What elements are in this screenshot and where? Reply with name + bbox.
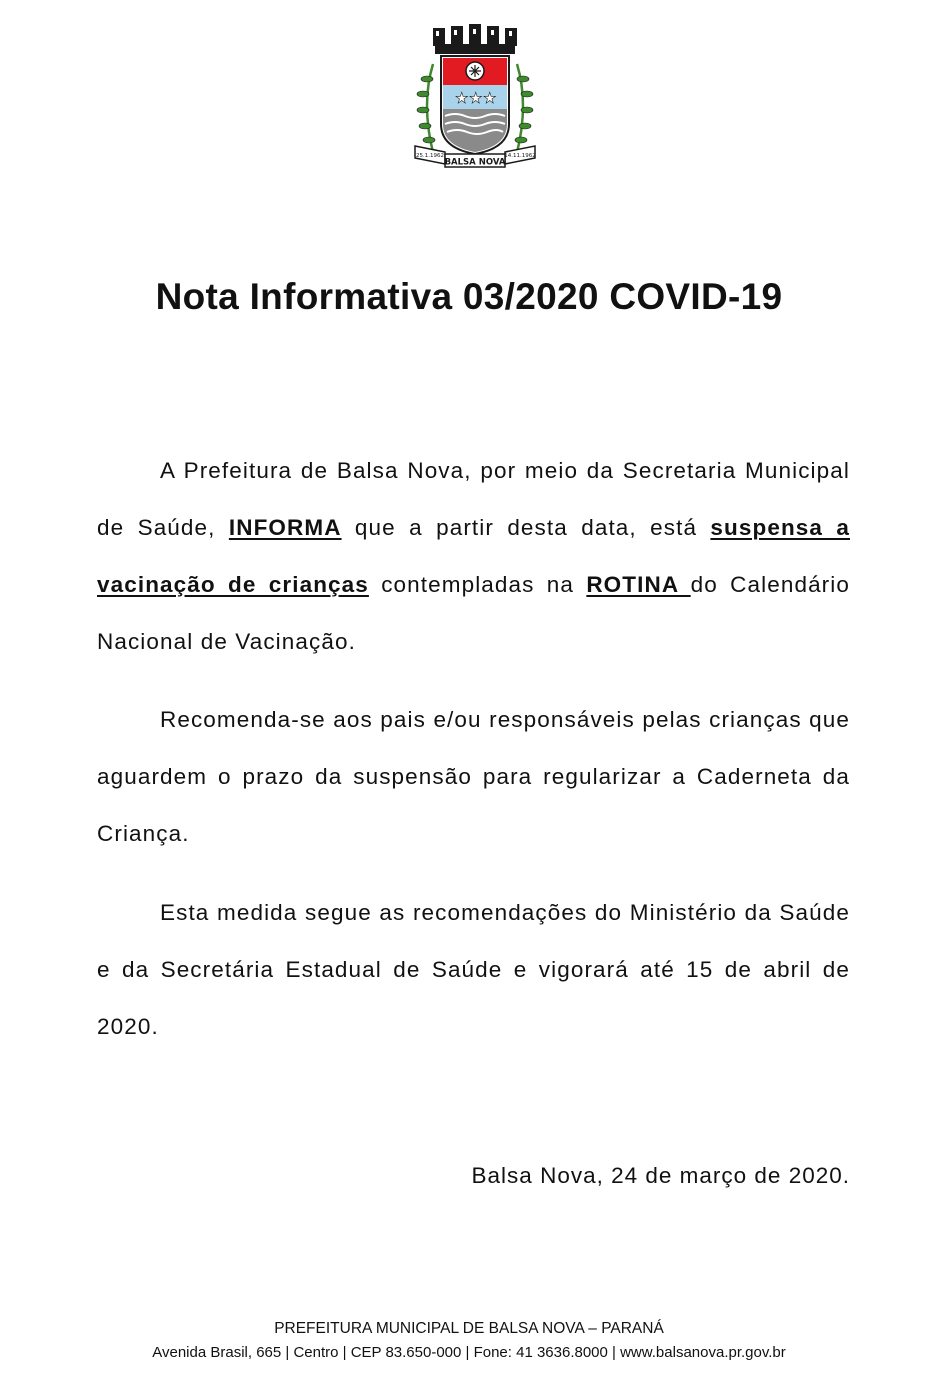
municipal-crest-logo xyxy=(411,24,539,170)
document-title: Nota Informativa 03/2020 COVID-19 xyxy=(155,276,783,317)
footer-institution: PREFEITURA MUNICIPAL DE BALSA NOVA – PARANÁ xyxy=(274,1320,664,1337)
svg-text:★: ★ xyxy=(455,89,469,107)
svg-text:★: ★ xyxy=(469,89,483,107)
p1-bold-suspensa: suspensa a vacinação de crianças xyxy=(97,515,850,597)
crown-icon xyxy=(433,24,517,54)
date-line: Balsa Nova, 24 de março de 2020. xyxy=(471,1163,850,1188)
p1-bold-informa: INFORMA xyxy=(228,515,342,540)
paragraph-measure xyxy=(97,884,850,1055)
p1-bold-rotina: ROTINA xyxy=(586,572,691,597)
ribbon-text: BALSA NOVA xyxy=(444,157,506,168)
svg-text:★: ★ xyxy=(483,89,497,107)
p1-text-2: que a partir desta data, está xyxy=(341,515,711,540)
p1-text-3: contempladas na xyxy=(368,572,587,597)
p1-text-1: A Prefeitura de Balsa Nova, por meio da Secretaria Municipal de Saúde, xyxy=(97,458,850,540)
p2-text: Recomenda-se aos pais e/ou responsáveis pelas crianças que aguardem o prazo da suspensão para regularizar a Caderneta da Criança. xyxy=(97,707,850,846)
paragraph-recommendation xyxy=(97,691,850,862)
ribbon-date-right: 14.11.1962 xyxy=(504,153,536,159)
footer-address: Avenida Brasil, 665 | Centro | CEP 83.650-000 | Fone: 41 3636.8000 | www.balsanova.pr.gov.br xyxy=(152,1344,786,1361)
shield-icon xyxy=(441,56,509,154)
paragraph-announcement xyxy=(97,442,850,670)
p3-text: Esta medida segue as recomendações do Ministério da Saúde e da Secretária Estadual de Saúde e vigorará até 15 de abril de 2020. xyxy=(97,900,850,1039)
p1-text-4: do Calendário Nacional de Vacinação. xyxy=(97,572,850,654)
ribbon-date-left: 25.1.1962 xyxy=(416,153,444,159)
